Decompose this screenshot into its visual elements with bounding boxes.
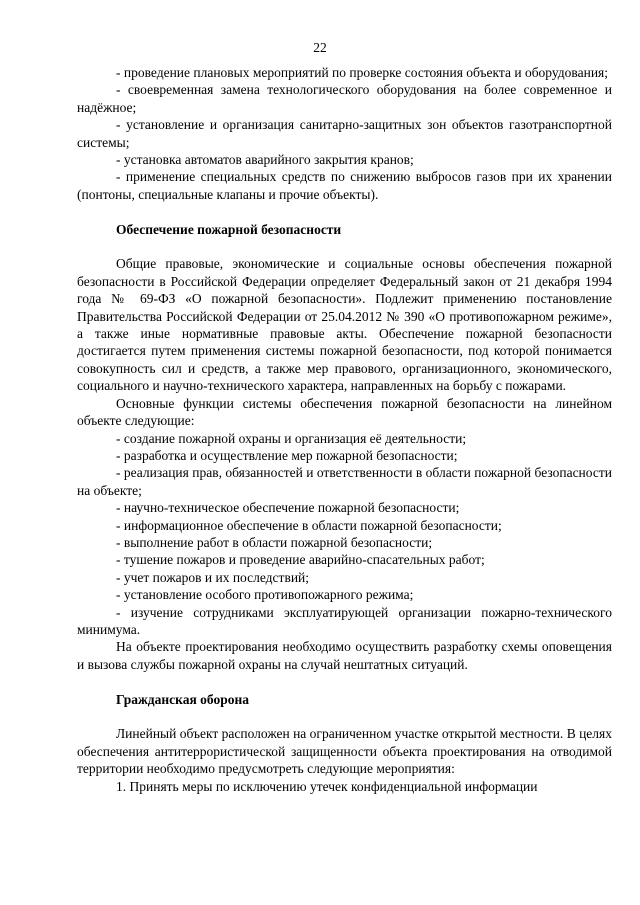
list-item: - научно-техническое обеспечение пожарной безопасности; (116, 500, 460, 516)
civil-defense-intro: Линейный объект расположен на ограниченном участке открытой местности. В целях обеспечения антитеррористической защищенности объекта проектирования на отводимой территории необходимо предусмотреть следующие мероприятия: (77, 726, 612, 777)
list-item: - установление особого противопожарного режима; (116, 587, 414, 603)
list-item: - установка автоматов аварийного закрытия кранов; (116, 152, 414, 168)
list-item: - информационное обеспечение в области пожарной безопасности; (116, 517, 502, 533)
list-item: - создание пожарной охраны и организация её деятельности; (116, 430, 467, 446)
list-item: - изучение сотрудниками эксплуатирующей организации пожарно-технического минимума. (77, 604, 612, 637)
section-heading-civil-defense: Гражданская оборона (116, 691, 249, 707)
list-item: - разработка и осуществление мер пожарной безопасности; (116, 447, 458, 463)
list-item: - своевременная замена технологического оборудования на более современное и надёжное; (77, 82, 612, 115)
fire-safety-closing: На объекте проектирования необходимо осуществить разработку схемы оповещения и вызова службы пожарной охраны на случай нештатных ситуаций. (77, 639, 612, 672)
list-item: - установление и организация санитарно-защитных зон объектов газотранспортной системы; (77, 117, 612, 150)
page-number: 22 (313, 40, 327, 55)
list-item: - учет пожаров и их последствий; (116, 569, 310, 585)
fire-safety-intro: Общие правовые, экономические и социальные основы обеспечения пожарной безопасности в Российской Федерации определяет Федеральный закон от 21 декабря 1994 года № 69-ФЗ «О пожарной безопасности». Подлежит применению постановление Правительства Российской Федерации от 25.04.2012 № 390 «О противопожарном режиме», а также иные нормативные правовые акты. Обеспечение пожарной безопасности достигается путем применения системы пожарной безопасности, под которой понимается совокупность сил и средств, а также мер правового, организационного, экономического, социального и научно-технического характера, направленных на борьбу с пожарами. (77, 256, 612, 394)
fire-safety-functions-intro: Основные функции системы обеспечения пожарной безопасности на линейном объекте следующие: (77, 395, 612, 429)
document-body (77, 64, 612, 795)
section-heading-fire-safety: Обеспечение пожарной безопасности (116, 221, 342, 237)
civil-defense-item-1: 1. Принять меры по исключению утечек конфиденциальной информации (116, 778, 538, 794)
list-item: - тушение пожаров и проведение аварийно-спасательных работ; (116, 552, 485, 568)
list-item: - применение специальных средств по снижению выбросов газов при их хранении (понтоны, специальные клапаны и прочие объекты). (77, 169, 612, 202)
list-item: - проведение плановых мероприятий по проверке состояния объекта и оборудования; (116, 65, 608, 80)
list-item: - реализация прав, обязанностей и ответственности в области пожарной безопасности на объекте; (77, 465, 612, 498)
list-item: - выполнение работ в области пожарной безопасности; (116, 534, 433, 550)
